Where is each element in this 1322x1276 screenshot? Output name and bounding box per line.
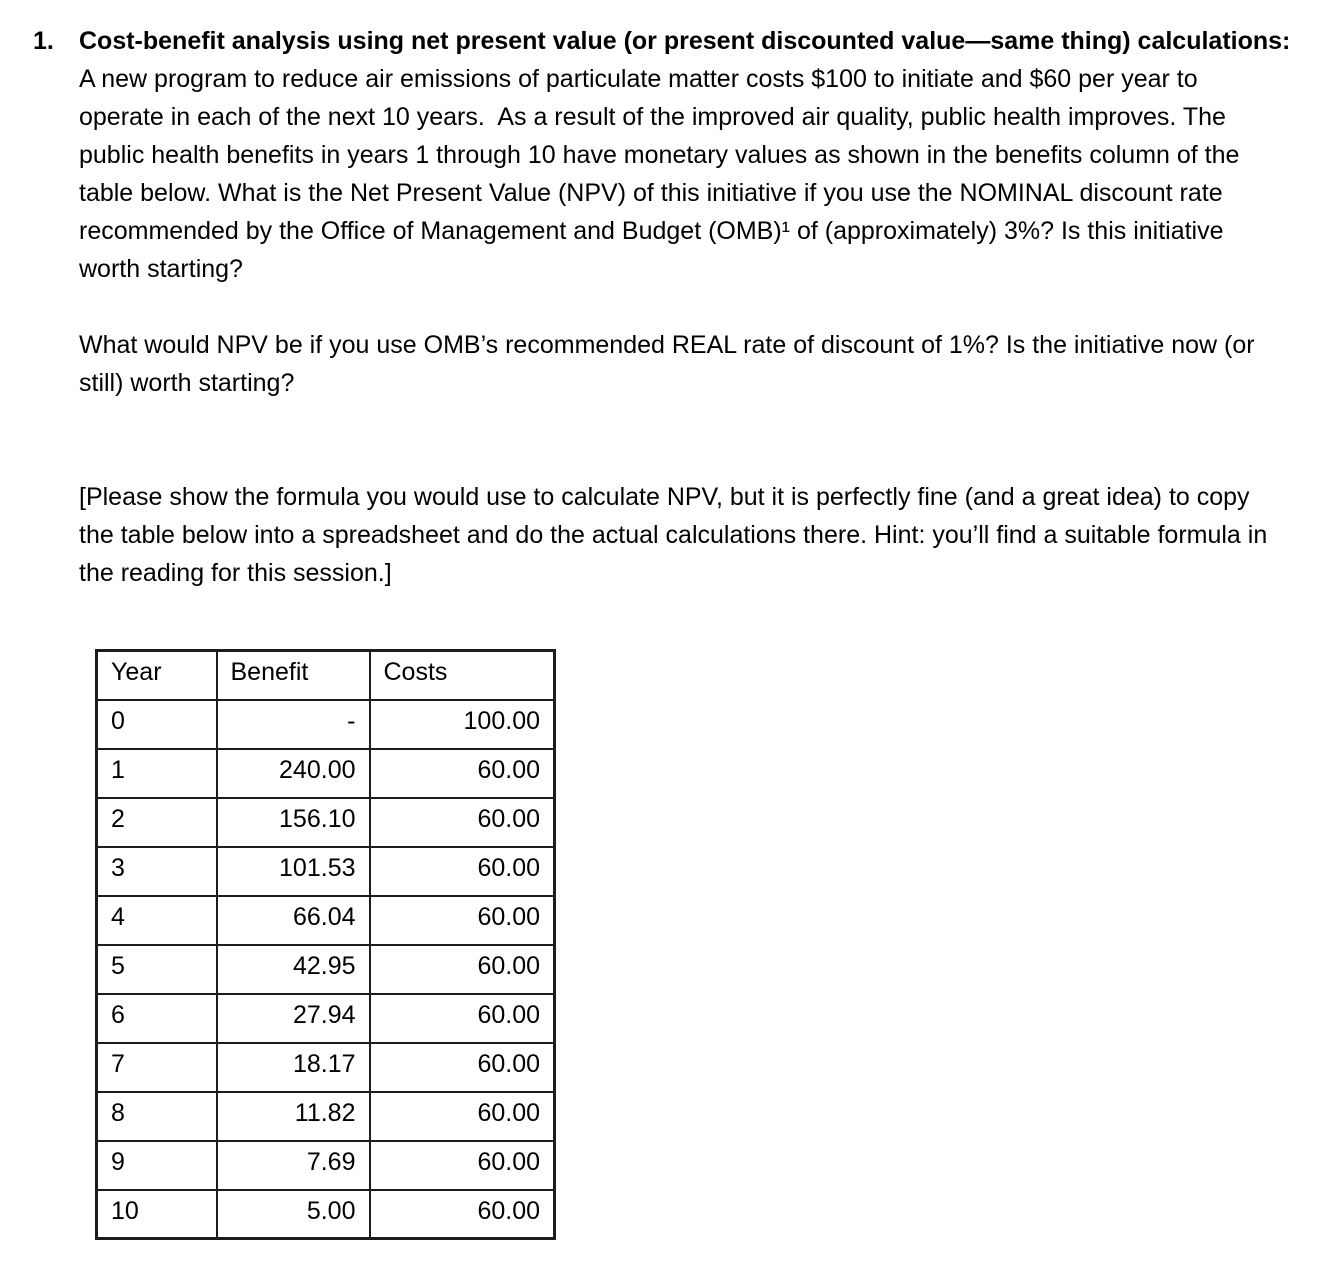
- header-cell-benefit: Benefit: [217, 651, 370, 700]
- table-row: [97, 749, 555, 798]
- costs-cell: 60.00: [370, 896, 555, 945]
- benefit-cell: 42.95: [217, 945, 370, 994]
- table-row: [97, 994, 555, 1043]
- paragraph-line: the table below into a spreadsheet and do the actual calculations there. Hint: you’ll find a suitable formula in: [79, 521, 1268, 549]
- paragraph-gap: [79, 288, 1292, 326]
- benefit-cell: 66.04: [217, 896, 370, 945]
- benefit-cell: -: [217, 700, 370, 749]
- benefit-cell: 11.82: [217, 1092, 370, 1141]
- year-cell: 4: [97, 896, 217, 945]
- paragraph-line: table below. What is the Net Present Value (NPV) of this initiative if you use the NOMINAL discount rate: [79, 179, 1223, 207]
- year-cell: 0: [97, 700, 217, 749]
- benefit-cell: 5.00: [217, 1190, 370, 1239]
- paragraph-line: [Please show the formula you would use to calculate NPV, but it is perfectly fine (and a great idea) to copy: [79, 483, 1250, 511]
- year-cell: 7: [97, 1043, 217, 1092]
- costs-cell: 100.00: [370, 700, 555, 749]
- benefit-cell: 156.10: [217, 798, 370, 847]
- year-cell: 6: [97, 994, 217, 1043]
- table-row: [97, 1141, 555, 1190]
- table-row: [97, 945, 555, 994]
- costs-cell: 60.00: [370, 1043, 555, 1092]
- costs-cell: 60.00: [370, 847, 555, 896]
- year-cell: 5: [97, 945, 217, 994]
- header-cell-year: Year: [97, 651, 217, 700]
- table-row: [97, 1092, 555, 1141]
- paragraph-line: worth starting?: [79, 255, 243, 283]
- year-cell: 2: [97, 798, 217, 847]
- benefit-cell: 18.17: [217, 1043, 370, 1092]
- costs-cell: 60.00: [370, 994, 555, 1043]
- year-cell: 10: [97, 1190, 217, 1239]
- paragraph-line: the reading for this session.]: [79, 559, 392, 587]
- table-row: [97, 847, 555, 896]
- intro-paragraph: [79, 60, 1292, 288]
- benefit-cell: 7.69: [217, 1141, 370, 1190]
- benefit-cell: 240.00: [217, 749, 370, 798]
- table-row: [97, 1190, 555, 1239]
- note-paragraph: [79, 478, 1292, 592]
- costs-cell: 60.00: [370, 1141, 555, 1190]
- question-content: [79, 22, 1292, 1240]
- costs-cell: 60.00: [370, 1092, 555, 1141]
- real-rate-paragraph: [79, 326, 1292, 402]
- costs-cell: 60.00: [370, 945, 555, 994]
- year-cell: 3: [97, 847, 217, 896]
- table-row: [97, 896, 555, 945]
- table-row: [97, 798, 555, 847]
- question-heading: Cost-benefit analysis using net present value (or present discounted value—same thing) calculations:: [79, 27, 1291, 55]
- paragraph-line: What would NPV be if you use OMB’s recommended REAL rate of discount of 1%? Is the initiative now (or: [79, 331, 1255, 359]
- year-cell: 9: [97, 1141, 217, 1190]
- benefit-cell: 101.53: [217, 847, 370, 896]
- paragraph-line: still) worth starting?: [79, 369, 295, 397]
- header-cell-costs: Costs: [370, 651, 555, 700]
- paragraph-line: recommended by the Office of Management and Budget (OMB)¹ of (approximately) 3%? Is this initiative: [79, 217, 1224, 245]
- year-cell: 8: [97, 1092, 217, 1141]
- paragraph-gap: [79, 402, 1292, 478]
- question-1: [33, 22, 1292, 1240]
- costs-cell: 60.00: [370, 749, 555, 798]
- question-number: 1.: [33, 27, 54, 55]
- table-row: [97, 700, 555, 749]
- year-cell: 1: [97, 749, 217, 798]
- table-header-row: [97, 651, 555, 700]
- paragraph-line: operate in each of the next 10 years. As a result of the improved air quality, public health improves. The: [79, 103, 1226, 131]
- costs-cell: 60.00: [370, 798, 555, 847]
- paragraph-line: A new program to reduce air emissions of particulate matter costs $100 to initiate and $60 per year to: [79, 65, 1198, 93]
- npv-data-table: [95, 649, 556, 1240]
- costs-cell: 60.00: [370, 1190, 555, 1239]
- benefit-cell: 27.94: [217, 994, 370, 1043]
- paragraph-line: public health benefits in years 1 through 10 have monetary values as shown in the benefits column of the: [79, 141, 1240, 169]
- table-row: [97, 1043, 555, 1092]
